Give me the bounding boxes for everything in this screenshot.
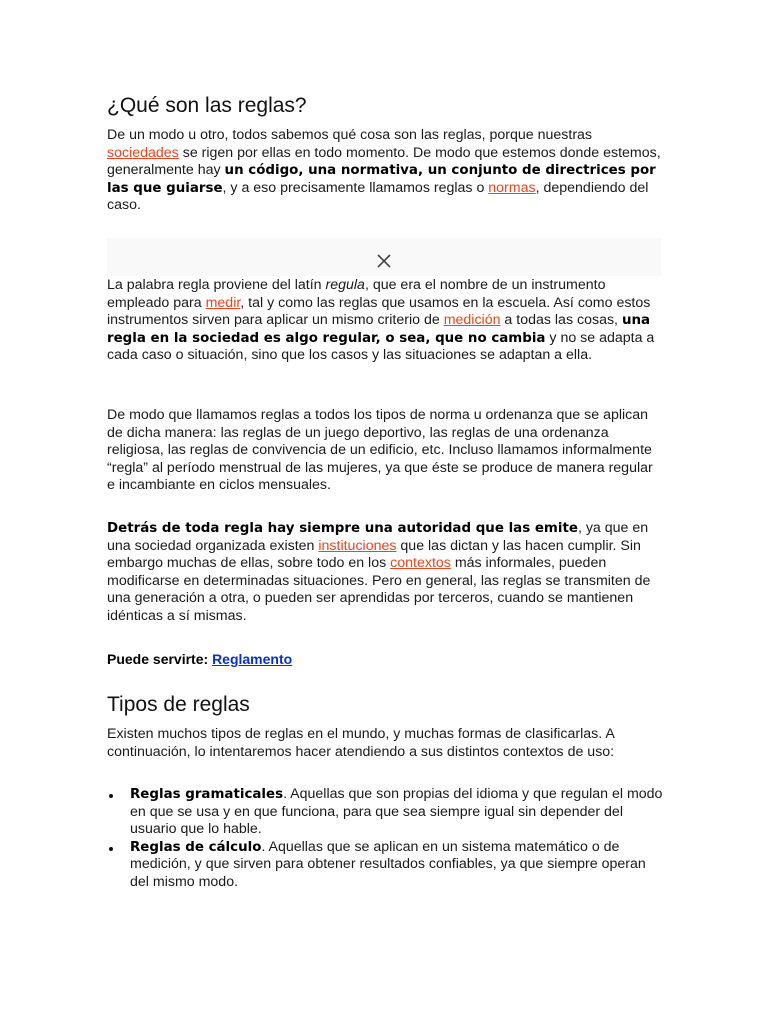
bold-text: Detrás de toda regla hay siempre una autoridad que las emite xyxy=(107,521,578,536)
section-title-que-son: ¿Qué son las reglas? xyxy=(107,94,307,117)
list-item xyxy=(107,786,663,839)
link-contextos[interactable]: contextos xyxy=(390,555,451,572)
link-instituciones[interactable]: instituciones xyxy=(318,537,397,554)
rules-list xyxy=(107,786,663,892)
text: a todas las cosas, xyxy=(500,312,622,329)
link-normas[interactable]: normas xyxy=(488,179,536,196)
text: , tal y como las reglas que usamos en la escuela. Así como estos instrumentos sirven para aplicar un mismo criterio de xyxy=(107,294,651,329)
bold-text: un código, una normativa, un conjunto de directrices por las que guiarse xyxy=(107,163,656,196)
text: se rigen por ellas en todo momento. De modo que estemos donde estemos, generalmente hay xyxy=(107,144,661,179)
text: y no se adapta a cada caso o situación, sino que los casos y las situaciones se adaptan a ella. xyxy=(107,329,655,364)
list-item-label: Reglas gramaticales xyxy=(130,787,284,802)
list-item xyxy=(107,839,663,892)
related-label: Puede servirte: xyxy=(107,651,213,667)
paragraph-intro xyxy=(107,127,663,215)
paragraph-tipos-norma: De modo que llamamos reglas a todos los tipos de norma u ordenanza que se aplican de dicha manera: las reglas de un juego deportivo, las reglas de una ordenanza religiosa, las reglas de convivencia de un edificio, etc. Incluso llamamos informalmente “regla” al período menstrual de las mujeres, ya que éste se produce de manera regular e incambiante en ciclos mensuales. xyxy=(107,407,653,494)
paragraph-tipos-intro: Existen muchos tipos de reglas en el mundo, y muchas formas de clasificarlas. A continuación, lo intentaremos hacer atendiendo a sus distintos contextos de uso: xyxy=(107,726,615,760)
text: , y a eso precisamente llamamos reglas o xyxy=(222,179,489,196)
text: más informales, pueden modificarse en determinadas situaciones. Pero en general, las reglas se transmiten de una generación a otra, o pueden ser aprendidas por terceros, cuando se mantienen idénticas a sí mismas. xyxy=(107,555,651,624)
italic-text: regula xyxy=(325,277,365,293)
ad-container xyxy=(107,238,661,276)
link-medir[interactable]: medir xyxy=(205,294,241,311)
bold-text: una regla en la sociedad es algo regular, o sea, que no cambia xyxy=(107,313,651,346)
text: , dependiendo del caso. xyxy=(107,179,649,214)
link-medicion[interactable]: medición xyxy=(443,312,501,329)
close-icon[interactable] xyxy=(375,252,393,270)
list-item-label: Reglas de cálculo xyxy=(130,839,262,855)
text: La palabra regla proviene del latín xyxy=(107,277,326,293)
text: , que era el nombre de un instrumento empleado para xyxy=(107,277,606,311)
text: que las dictan y las hacen cumplir. Sin embargo muchas de ellas, sobre todo en los xyxy=(107,537,641,572)
paragraph-etimologia xyxy=(107,277,663,365)
link-reglamento[interactable]: Reglamento xyxy=(212,651,293,667)
link-sociedades[interactable]: sociedades xyxy=(107,144,179,161)
text: De un modo u otro, todos sabemos qué cosa son las reglas, porque nuestras xyxy=(107,127,593,143)
related-link-line xyxy=(107,651,663,670)
list-item-text: . Aquellas que son propias del idioma y que regulan el modo en que se usa y en que funciona, para que sea siempre igual sin depender del usuario que lo hable. xyxy=(130,786,663,838)
text: , ya que en una sociedad organizada existen xyxy=(107,520,649,554)
paragraph-autoridad xyxy=(107,520,663,626)
list-item-text: . Aquellas que se aplican en un sistema matemático o de medición, y que sirven para obtener resultados confiables, ya que siempre operan del mismo modo. xyxy=(130,838,646,890)
section-title-tipos: Tipos de reglas xyxy=(107,693,250,716)
